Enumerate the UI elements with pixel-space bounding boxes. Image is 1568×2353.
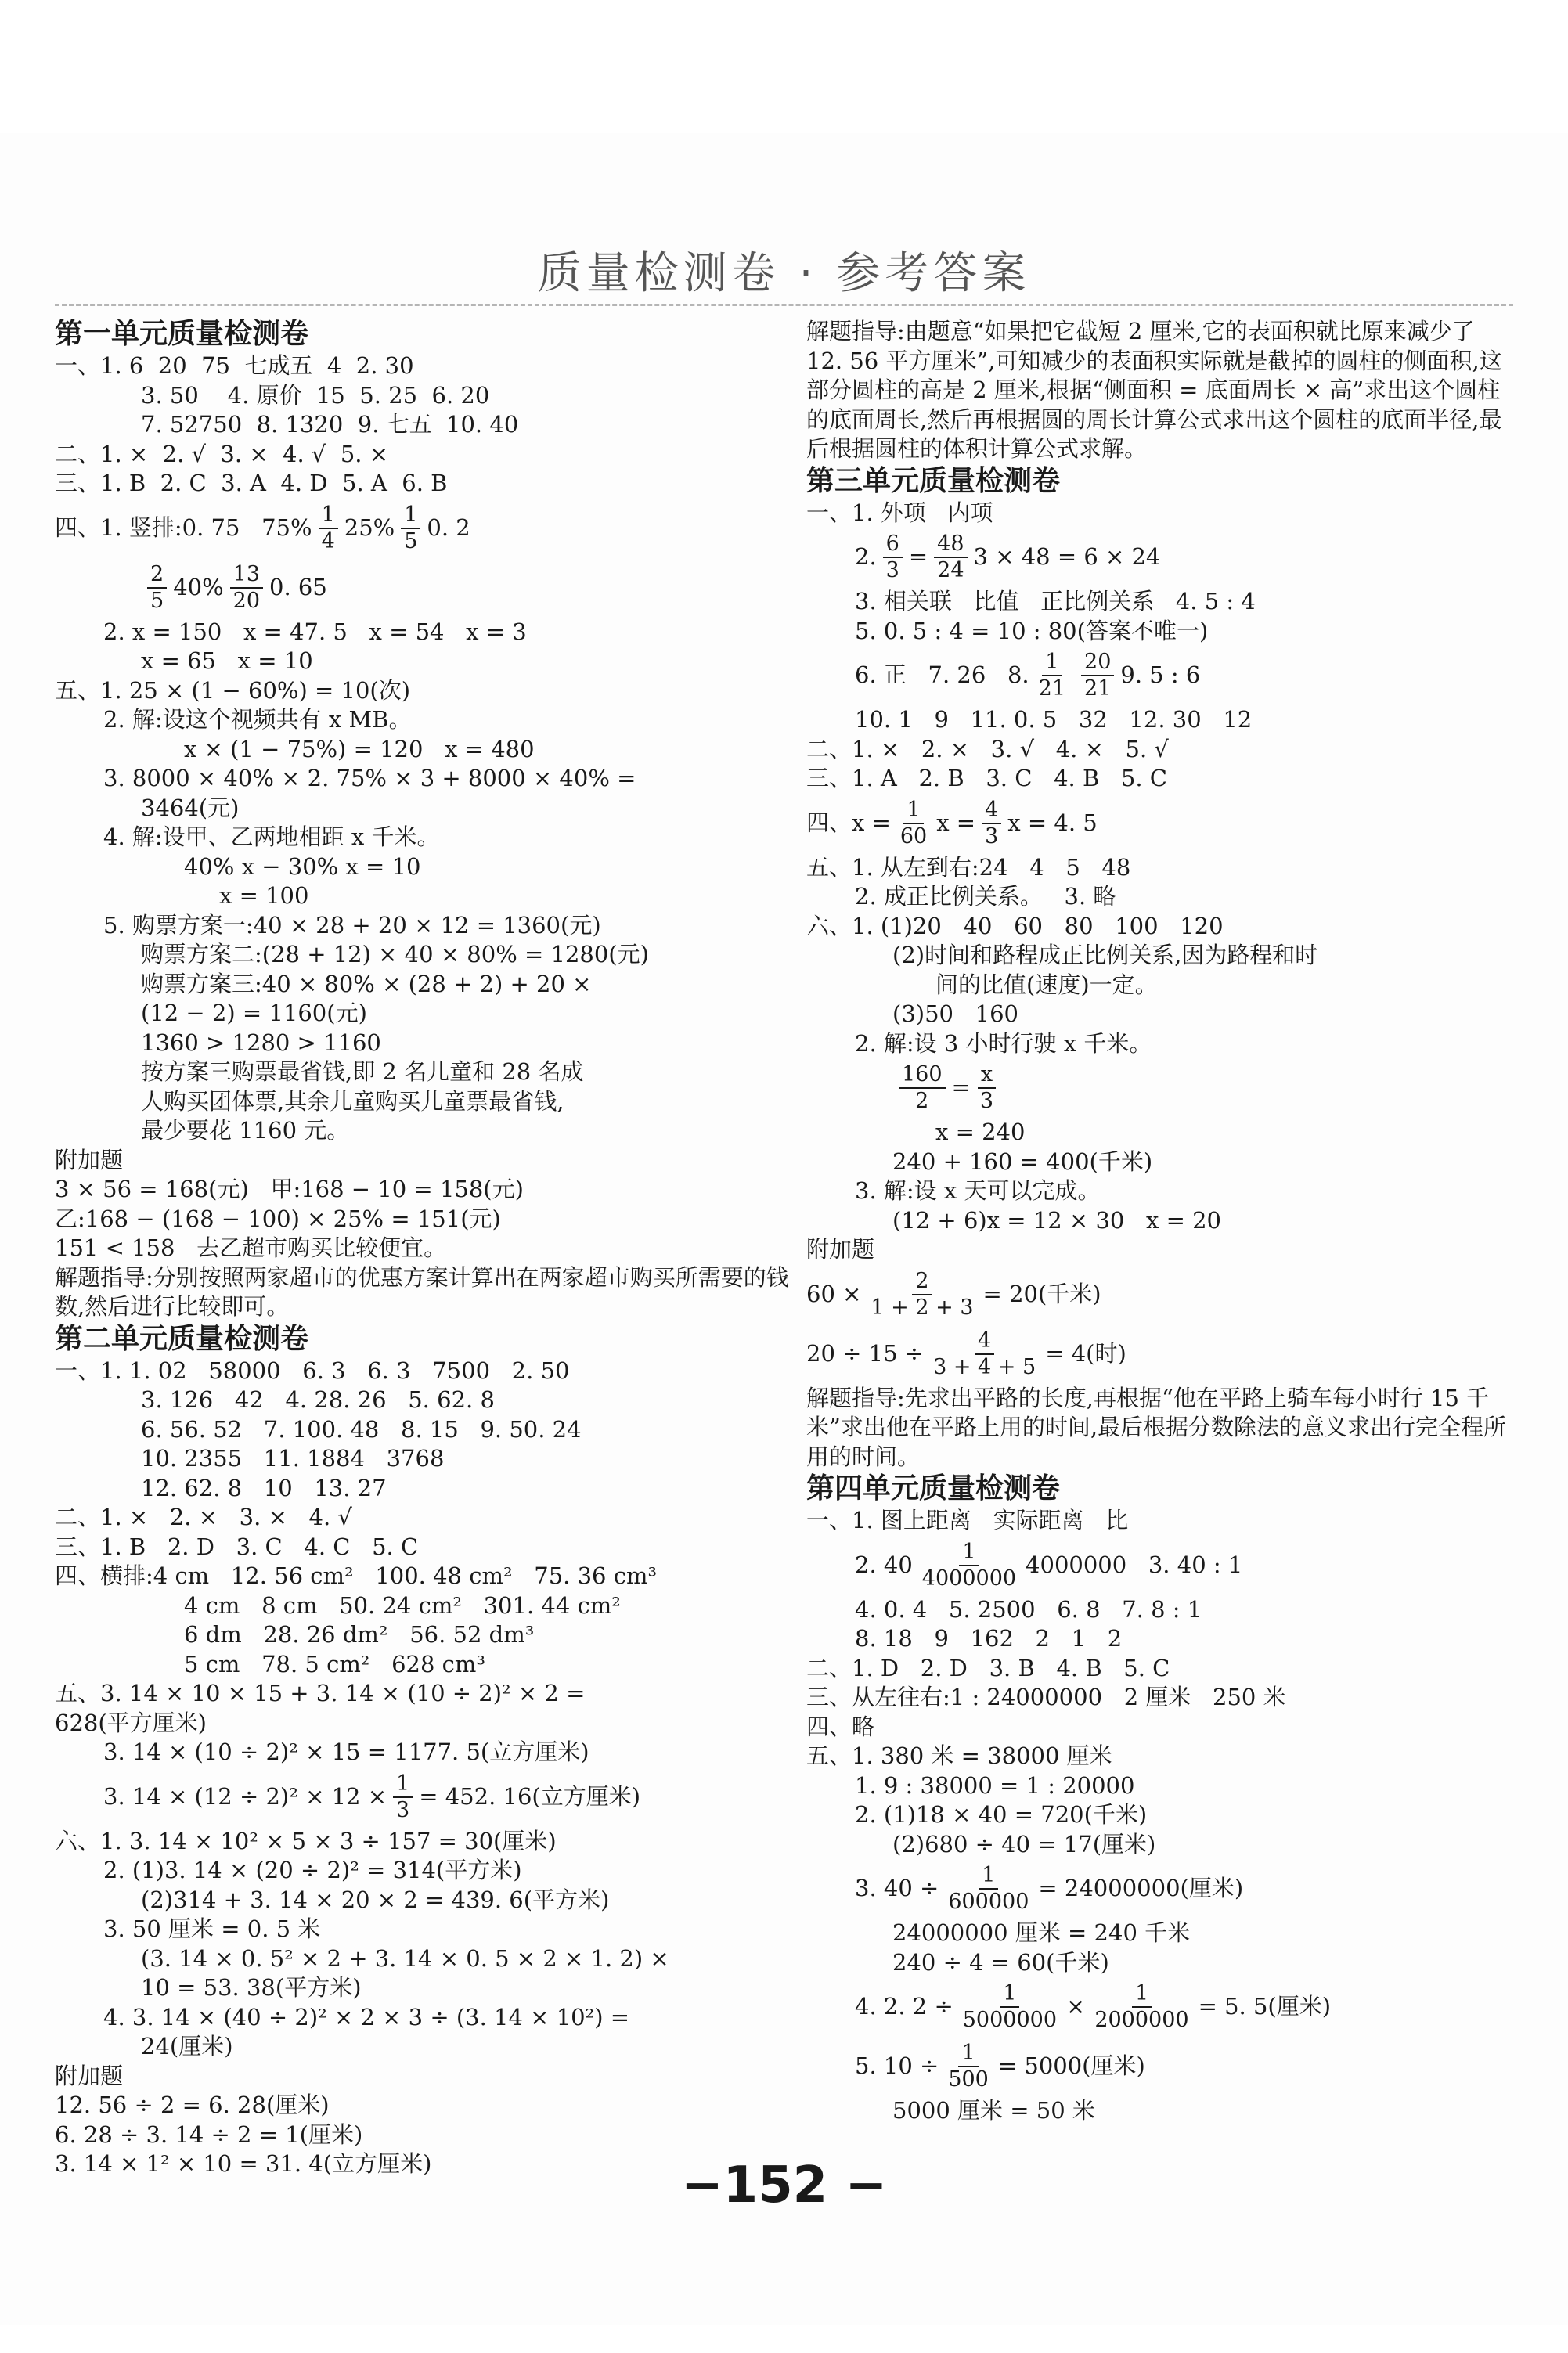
text-run: = 24000000(厘米)	[1038, 1875, 1244, 1902]
answer-line: 五、1. 25 × (1 − 60%) = 10(次)	[55, 676, 411, 704]
answer-line: 6. 28 ÷ 3. 14 ÷ 2 = 1(厘米)	[55, 2121, 363, 2148]
text-run: 6. 正 7. 26 8.	[855, 661, 1029, 689]
answer-line: 2. 解:设 3 小时行驶 x 千米。	[855, 1029, 1152, 1057]
text-run: 20 ÷ 15 ÷	[806, 1339, 925, 1367]
answer-line: 六、1. 3. 14 × 10² × 5 × 3 ÷ 157 = 30(厘米)	[55, 1827, 557, 1854]
page-title: 质量检测卷 · 参考答案	[537, 248, 1031, 299]
answer-line: (2)680 ÷ 40 = 17(厘米)	[892, 1830, 1156, 1858]
answer-line: 151 < 158 去乙超市购买比较便宜。	[55, 1234, 447, 1261]
answer-line: 3. 8000 × 40% × 2. 75% × 3 + 8000 × 40% =	[103, 765, 636, 791]
numerator: 48	[934, 531, 967, 558]
answer-line: 240 + 160 = 400(千米)	[892, 1148, 1153, 1175]
text-run: 3. 40 ÷	[855, 1875, 939, 1902]
numerator: 4	[982, 798, 1001, 824]
answer-line: 40% x − 30% x = 10	[184, 852, 421, 880]
denominator: 4000000	[921, 1566, 1017, 1591]
fraction	[977, 1062, 997, 1114]
answer-line: 2. 解:设这个视频共有 x MB。	[103, 706, 412, 733]
answer-line: 按方案三购票最省钱,即 2 名儿童和 28 名成	[141, 1058, 584, 1085]
answer-line: (2)314 + 3. 14 × 20 × 2 = 439. 6(平方米)	[141, 1886, 610, 1913]
denominator: 3 + 4 + 5	[933, 1354, 1036, 1379]
answer-line: 4. 0. 4 5. 2500 6. 8 7. 8 : 1	[855, 1595, 1202, 1623]
numerator: 1	[1042, 650, 1062, 676]
fraction	[883, 531, 903, 583]
answer-line: 24000000 厘米 = 240 千米	[892, 1919, 1191, 1946]
text-run: 25%	[344, 513, 395, 541]
text-run: 0. 2	[427, 513, 470, 541]
text-run: 60 ×	[806, 1280, 862, 1307]
unit2-title: 第二单元质量检测卷	[55, 1322, 309, 1355]
fraction	[319, 503, 338, 554]
text-run: 2.	[855, 543, 877, 571]
answer-line: (12 − 2) = 1160(元)	[141, 1000, 367, 1026]
text-run: x =	[936, 809, 976, 836]
answer-line: x × (1 − 75%) = 120 x = 480	[184, 735, 535, 762]
answer-line: 三、1. A 2. B 3. C 4. B 5. C	[806, 765, 1167, 791]
numerator: 13	[230, 562, 263, 589]
text-run: 2. 40	[855, 1551, 913, 1578]
answer-line: 2. x = 150 x = 47. 5 x = 54 x = 3	[103, 618, 527, 645]
answer-line: 3. 相关联 比值 正比例关系 4. 5 : 4	[855, 588, 1256, 614]
denominator: 60	[899, 823, 928, 849]
text-run: 5. 10 ÷	[855, 2052, 939, 2080]
answer-line	[806, 1324, 1511, 1384]
fraction	[930, 1328, 1039, 1380]
denominator: 5	[404, 528, 418, 553]
numerator: 6	[883, 531, 903, 558]
answer-line	[55, 558, 798, 618]
answer-line: 6. 56. 52 7. 100. 48 8. 15 9. 50. 24	[141, 1415, 582, 1443]
title-divider	[55, 304, 1513, 306]
denominator: 5000000	[962, 2008, 1057, 2032]
text-run: 4. 2. 2 ÷	[855, 1993, 953, 2020]
denominator: 500	[948, 2067, 989, 2092]
answer-line: 628(平方厘米)	[55, 1709, 207, 1736]
answer-line: 8. 18 9 162 2 1 2	[855, 1625, 1123, 1652]
left-column	[55, 317, 798, 2179]
unit1-title: 第一单元质量检测卷	[55, 318, 309, 350]
fraction	[1081, 650, 1114, 701]
numerator: 1	[903, 798, 923, 824]
denominator: 4	[321, 528, 335, 553]
answer-line: 6 dm 28. 26 dm² 56. 52 dm³	[184, 1621, 535, 1648]
numerator: 1	[1132, 1981, 1152, 2008]
text-run: 4000000 3. 40 : 1	[1026, 1551, 1243, 1578]
fraction	[960, 1981, 1060, 2033]
numerator: 1	[958, 2041, 978, 2067]
answer-line: 5 cm 78. 5 cm² 628 cm³	[184, 1650, 486, 1677]
answer-line: 五、1. 从左到右:24 4 5 48	[806, 853, 1131, 881]
text-run: 3 × 48 = 6 × 24	[973, 543, 1161, 571]
answer-line: 4. 解:设甲、乙两地相距 x 千米。	[103, 823, 440, 850]
text-run: = 5. 5(厘米)	[1198, 1993, 1332, 2020]
answer-line: x = 240	[935, 1119, 1026, 1145]
answer-line: 10. 1 9 11. 0. 5 32 12. 30 12	[855, 706, 1253, 733]
answer-line	[806, 646, 1511, 705]
fraction	[945, 2041, 992, 2092]
answer-line	[806, 1058, 1511, 1118]
numerator: 1	[319, 503, 338, 529]
answer-line: (3. 14 × 0. 5² × 2 + 3. 14 × 0. 5 × 2 × 1. 2) ×	[141, 1944, 669, 1972]
answer-line: 一、1. 1. 02 58000 6. 3 6. 3 7500 2. 50	[55, 1357, 570, 1384]
numerator: 1	[979, 1863, 998, 1890]
numerator: 2	[912, 1269, 932, 1295]
numerator: 160	[899, 1062, 946, 1089]
fraction	[1036, 650, 1069, 701]
fraction	[982, 798, 1001, 849]
fraction	[897, 798, 930, 849]
numerator: 1	[393, 1771, 413, 1798]
answer-line: 3. 50 厘米 = 0. 5 米	[103, 1915, 321, 1942]
answer-line	[806, 1265, 1511, 1324]
answer-line	[806, 528, 1511, 587]
answer-line: 3. 50 4. 原价 15 5. 25 6. 20	[141, 381, 490, 409]
answer-line: 24(厘米)	[141, 2033, 233, 2059]
answer-line: 5. 购票方案一:40 × 28 + 20 × 12 = 1360(元)	[103, 911, 601, 939]
answer-line: 二、1. × 2. √ 3. × 4. √ 5. ×	[55, 440, 389, 467]
text-run: 40%	[173, 573, 224, 600]
answer-line	[806, 2037, 1511, 2096]
text-run: = 5000(厘米)	[997, 2052, 1145, 2080]
denominator: 21	[1084, 676, 1112, 701]
answer-line: 购票方案三:40 × 80% × (28 + 2) + 20 ×	[141, 970, 592, 997]
answer-line: 12. 62. 8 10 13. 27	[141, 1474, 387, 1501]
numerator: 4	[975, 1328, 994, 1355]
answer-line: 人购买团体票,其余儿童购买儿童票最省钱,	[141, 1087, 564, 1115]
answer-line: 二、1. × 2. × 3. × 4. √	[55, 1504, 352, 1530]
fraction	[147, 562, 167, 614]
answer-line: 2. 成正比例关系。 3. 略	[855, 883, 1116, 910]
text-run: 3. 14 × (12 ÷ 2)² × 12 ×	[103, 1782, 387, 1810]
answer-line: 六、1. (1)20 40 60 80 100 120	[806, 912, 1224, 939]
answer-line: 购票方案二:(28 + 12) × 40 × 80% = 1280(元)	[141, 941, 649, 968]
text-run: =	[908, 543, 928, 571]
denominator: 24	[937, 558, 964, 582]
answer-line: 240 ÷ 4 = 60(千米)	[892, 1948, 1109, 1976]
denominator: 1 + 2 + 3	[871, 1295, 974, 1320]
unit3-title: 第三单元质量检测卷	[806, 464, 1061, 497]
right-column	[806, 317, 1511, 2126]
numerator: 1	[401, 503, 420, 529]
answer-line: 一、1. 6 20 75 七成五 4 2. 30	[55, 352, 414, 379]
answer-line: 5. 0. 5 : 4 = 10 : 80(答案不唯一)	[855, 617, 1209, 644]
answer-line: 7. 52750 8. 1320 9. 七五 10. 40	[141, 411, 519, 438]
text-run: = 4(时)	[1045, 1339, 1126, 1367]
fraction	[393, 1771, 413, 1823]
answer-line: 四、横排:4 cm 12. 56 cm² 100. 48 cm² 75. 36 cm³	[55, 1562, 658, 1589]
answer-line	[806, 1859, 1511, 1919]
answer-line: 乙:168 − (168 − 100) × 25% = 151(元)	[55, 1205, 501, 1232]
text-run: 四、x =	[806, 809, 891, 836]
page-number: −152 −	[680, 2157, 888, 2214]
numerator: x	[978, 1062, 996, 1089]
text-run: ×	[1066, 1993, 1086, 2020]
answer-line: 一、1. 外项 内项	[806, 499, 993, 526]
answer-line: 2. (1)18 × 40 = 720(千米)	[855, 1801, 1148, 1828]
text-run: 9. 5 : 6	[1120, 661, 1201, 689]
answer-line	[55, 1767, 798, 1827]
text-run: =	[951, 1074, 971, 1101]
answer-line: 5000 厘米 = 50 米	[892, 2097, 1095, 2124]
answer-line: 4 cm 8 cm 50. 24 cm² 301. 44 cm²	[184, 1591, 621, 1619]
denominator: 2	[915, 1089, 929, 1113]
answer-line: 二、1. × 2. × 3. √ 4. × 5. √	[806, 735, 1169, 762]
denominator: 3	[396, 1797, 410, 1822]
answer-line: x = 100	[219, 882, 309, 909]
answer-line: 最少要花 1160 元。	[141, 1117, 350, 1144]
answer-line: 3. 14 × 1² × 10 = 31. 4(立方厘米)	[55, 2150, 432, 2177]
text-run: 四、1. 竖排:0. 75 75%	[55, 513, 312, 541]
bonus-label: 附加题	[806, 1236, 875, 1263]
text-run: = 20(千米)	[982, 1280, 1101, 1307]
text-run: x = 4. 5	[1007, 809, 1098, 836]
text-run: 0. 65	[269, 573, 327, 600]
answer-line: 10 = 53. 38(平方米)	[141, 1974, 362, 2001]
numerator: 20	[1081, 650, 1114, 676]
numerator: 2	[147, 562, 167, 589]
bonus-label: 附加题	[55, 1146, 124, 1173]
answer-line: 二、1. D 2. D 3. B 4. B 5. C	[806, 1654, 1170, 1681]
answer-line: 10. 2355 11. 1884 3768	[141, 1445, 445, 1472]
answer-line: 三、1. B 2. D 3. C 4. C 5. C	[55, 1533, 419, 1560]
denominator: 5	[150, 588, 164, 613]
answer-line: 12. 56 ÷ 2 = 6. 28(厘米)	[55, 2092, 330, 2118]
answer-line: (12 + 6)x = 12 × 30 x = 20	[892, 1206, 1221, 1234]
answer-line: 一、1. 图上距离 实际距离 比	[806, 1507, 1129, 1533]
answer-line	[806, 1977, 1511, 2037]
denominator: 21	[1038, 676, 1066, 701]
fraction	[230, 562, 263, 614]
answer-line: 3. 14 × (10 ÷ 2)² × 15 = 1177. 5(立方厘米)	[103, 1739, 589, 1765]
bonus-label: 附加题	[55, 2062, 124, 2089]
fraction	[919, 1540, 1019, 1591]
answer-line: 四、略	[806, 1713, 875, 1740]
answer-line: 五、1. 380 米 = 38000 厘米	[806, 1742, 1112, 1769]
unit4-title: 第四单元质量检测卷	[806, 1472, 1061, 1504]
solution-guide: 解题指导:分别按照两家超市的优惠方案计算出在两家超市购买所需要的钱数,然后进行比较即可。	[55, 1263, 789, 1320]
answer-line: 三、1. B 2. C 3. A 4. D 5. A 6. B	[55, 470, 448, 496]
denominator: 3	[985, 823, 999, 849]
answer-line: 1. 9 : 38000 = 1 : 20000	[855, 1771, 1135, 1799]
answer-line	[806, 794, 1511, 853]
answer-line: 五、3. 14 × 10 × 15 + 3. 14 × (10 ÷ 2)² × 2 =	[55, 1680, 586, 1706]
answer-line: 三、从左往右:1 : 24000000 2 厘米 250 米	[806, 1684, 1286, 1710]
answer-line: x = 65 x = 10	[141, 647, 313, 674]
denominator: 3	[979, 1089, 994, 1113]
fraction	[899, 1062, 946, 1114]
fraction	[401, 503, 420, 554]
fraction	[934, 531, 967, 583]
fraction	[867, 1269, 976, 1321]
text-run: = 452. 16(立方厘米)	[419, 1782, 641, 1810]
fraction	[1091, 1981, 1191, 2033]
denominator: 20	[232, 588, 261, 613]
answer-line: 4. 3. 14 × (40 ÷ 2)² × 2 × 3 ÷ (3. 14 × 10²) =	[103, 2003, 630, 2030]
denominator: 600000	[948, 1890, 1029, 1914]
answer-line: (2)时间和路程成正比例关系,因为路程和时	[892, 942, 1318, 968]
answer-line: (3)50 160	[892, 1000, 1018, 1027]
denominator: 2000000	[1094, 2008, 1189, 2032]
answer-line: 2. (1)3. 14 × (20 ÷ 2)² = 314(平方米)	[103, 1857, 522, 1883]
answer-line: 1360 > 1280 > 1160	[141, 1029, 381, 1056]
denominator: 3	[885, 558, 899, 582]
answer-line	[55, 499, 798, 558]
answer-line: 3. 解:设 x 天可以完成。	[855, 1177, 1101, 1204]
answer-line	[806, 1536, 1511, 1595]
answer-line: 3464(元)	[141, 794, 240, 821]
answer-line: 3 × 56 = 168(元) 甲:168 − 10 = 158(元)	[55, 1176, 524, 1202]
solution-guide: 解题指导:由题意“如果把它截短 2 厘米,它的表面积就比原来减少了 12. 56 平方厘米”,可知减少的表面积实际就是截掉的圆柱的侧面积,这部分圆柱的高是 2 厘米,根据“侧面积 = 底面周长 × 高”求出这个圆柱的底面周长,然后再根据圆的周长计算公式求出这个圆柱的底面半径,最后根据圆柱的体积计算公式求解。	[806, 318, 1502, 462]
answer-line: 3. 126 42 4. 28. 26 5. 62. 8	[141, 1386, 495, 1413]
numerator: 1	[1000, 1981, 1019, 2008]
solution-guide: 解题指导:先求出平路的长度,再根据“他在平路上骑车每小时行 15 千米”求出他在平路上用的时间,最后根据分数除法的意义求出行完全程所用的时间。	[806, 1384, 1507, 1470]
fraction	[945, 1863, 1032, 1915]
numerator: 1	[959, 1540, 979, 1566]
answer-line: 间的比值(速度)一定。	[935, 971, 1158, 998]
